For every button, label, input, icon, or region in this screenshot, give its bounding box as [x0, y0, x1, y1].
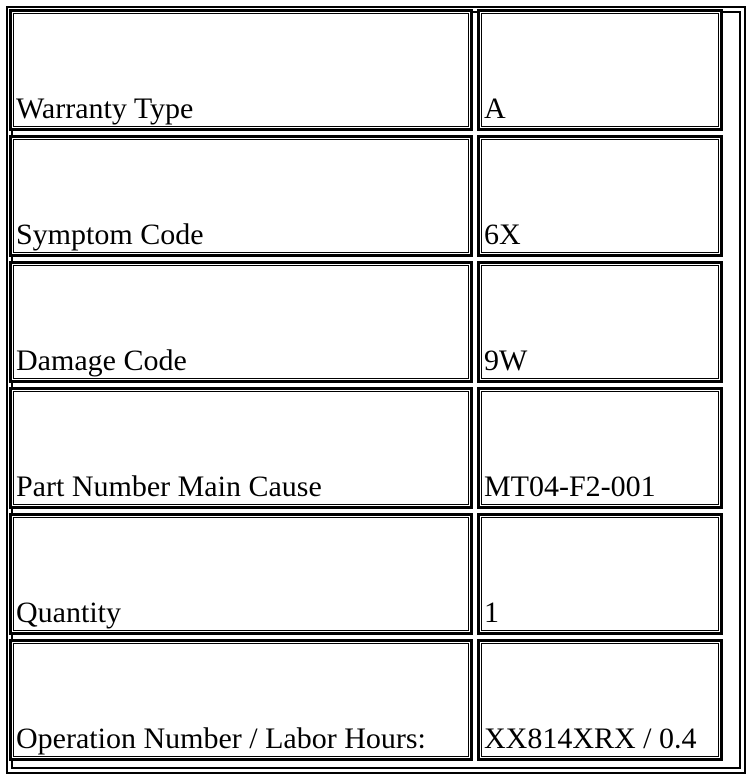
warranty-type-label: Warranty Type	[9, 9, 473, 131]
operation-number-labor-hours-value: XX814XRX / 0.4	[477, 639, 723, 761]
table-row	[9, 513, 723, 635]
damage-code-value: 9W	[477, 261, 723, 383]
quantity-label: Quantity	[9, 513, 473, 635]
warranty-details-table	[9, 9, 723, 761]
table-row	[9, 261, 723, 383]
warranty-type-value: A	[477, 9, 723, 131]
table-row	[9, 639, 723, 761]
table-row	[9, 9, 723, 131]
symptom-code-value: 6X	[477, 135, 723, 257]
table-row	[9, 135, 723, 257]
part-number-main-cause-label: Part Number Main Cause	[9, 387, 473, 509]
table-row	[9, 387, 723, 509]
operation-number-labor-hours-label: Operation Number / Labor Hours:	[9, 639, 473, 761]
quantity-value: 1	[477, 513, 723, 635]
part-number-main-cause-value: MT04-F2-001	[477, 387, 723, 509]
symptom-code-label: Symptom Code	[9, 135, 473, 257]
damage-code-label: Damage Code	[9, 261, 473, 383]
